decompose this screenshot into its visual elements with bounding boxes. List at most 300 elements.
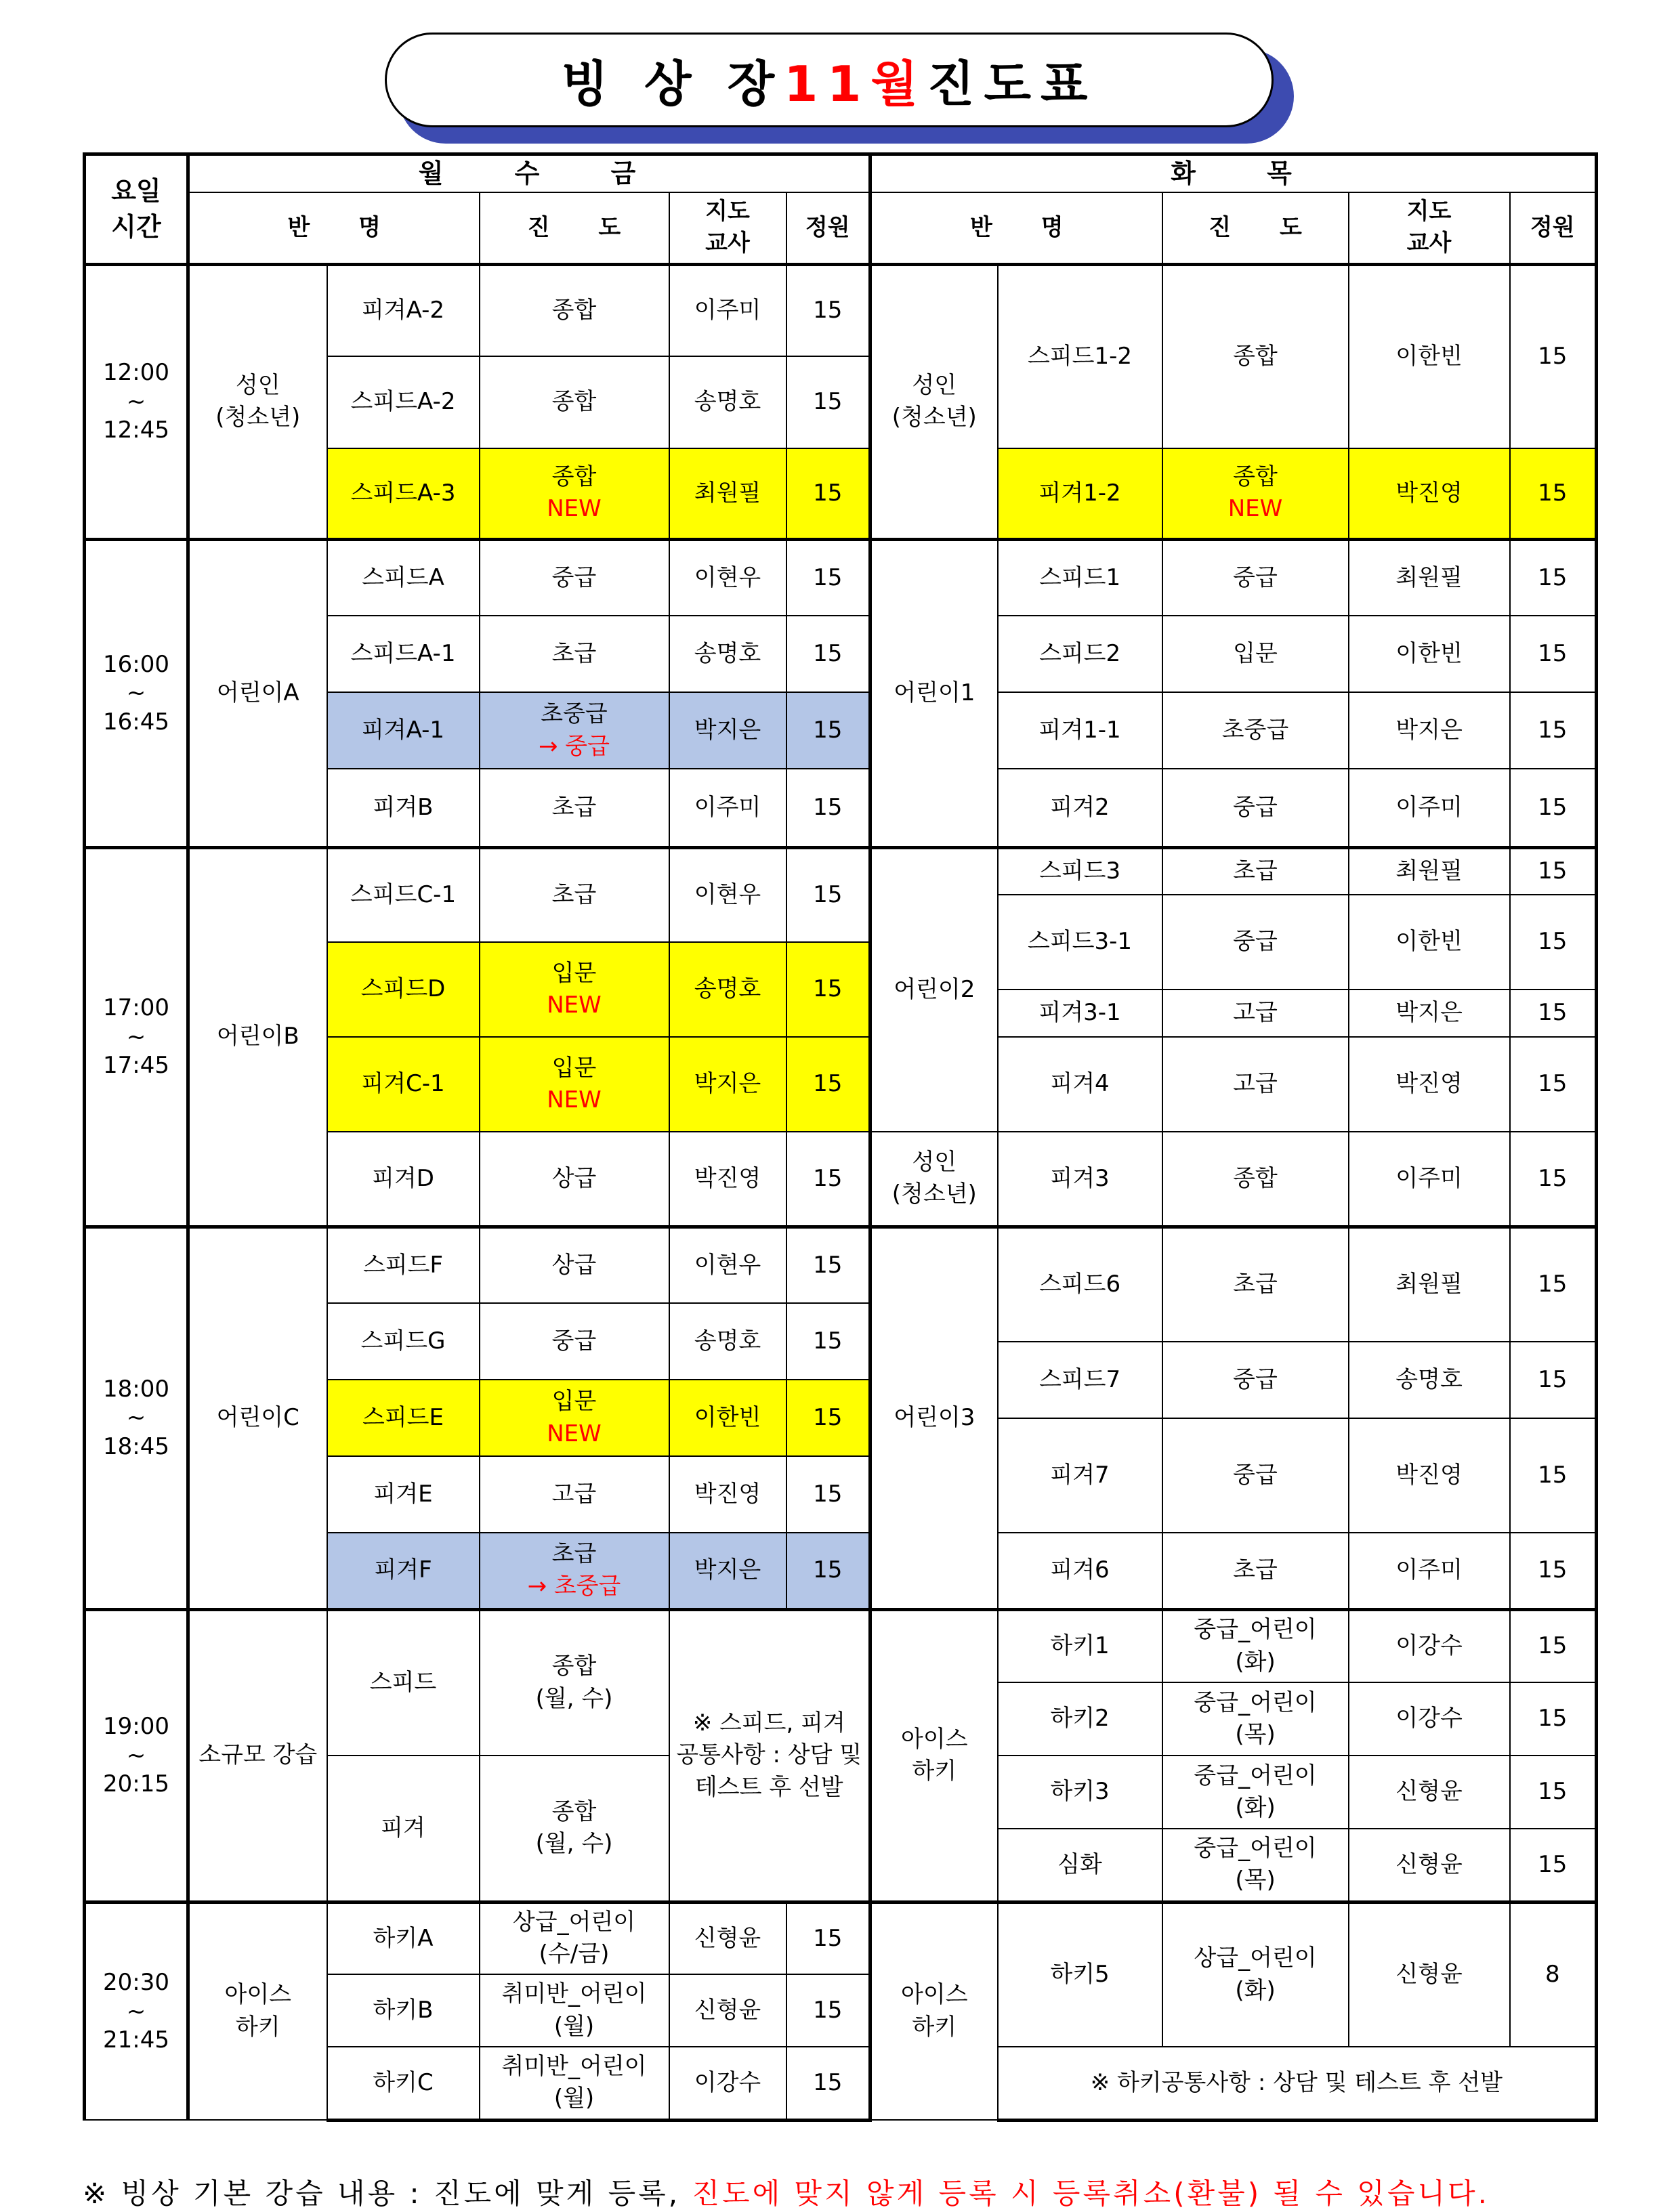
teacher-text: 이강수 — [694, 2068, 761, 2096]
teacher-text: 박진영 — [694, 1480, 761, 1508]
day-time-label: 시간 — [111, 211, 161, 242]
teacher — [669, 1132, 786, 1227]
capacity-text: 15 — [813, 1996, 843, 2024]
capacity-text: 15 — [1538, 1705, 1568, 1732]
class-name — [327, 1609, 480, 1756]
progress — [1162, 769, 1349, 847]
time-text: ~ — [126, 1023, 146, 1050]
capacity — [1510, 1902, 1597, 2047]
teacher — [669, 1456, 786, 1533]
title-month: 11월 — [784, 56, 927, 112]
class-name — [998, 692, 1162, 769]
teacher — [1349, 1533, 1510, 1609]
progress-text: 중급 — [1233, 1461, 1278, 1489]
teacher-text: 이주미 — [694, 297, 761, 324]
time-slot — [85, 1609, 188, 1902]
footer-note — [83, 2171, 1490, 2212]
group-label-right-text: 성인 (청소년) — [891, 371, 977, 431]
progress-text: 중급 — [551, 563, 597, 591]
progress — [480, 769, 669, 847]
capacity-text: 15 — [813, 639, 843, 667]
table-row — [85, 1227, 1597, 1265]
class-name-text: 스피드1 — [1038, 563, 1121, 591]
progress — [480, 1609, 669, 1756]
capacity-text: 15 — [813, 1403, 843, 1431]
progress-text: 입문 — [551, 1388, 597, 1416]
group-label-text: 아이스 하키 — [224, 1981, 292, 2041]
teacher-header-text: 지도 — [1406, 197, 1452, 225]
capacity-header — [1510, 192, 1597, 264]
capacity-header-text: 정원 — [1530, 213, 1575, 241]
time-text: ~ — [126, 679, 146, 707]
class-name-header-text: 반 명 — [287, 213, 381, 241]
capacity-text: 15 — [1538, 1461, 1568, 1489]
time-text: ~ — [126, 1741, 146, 1769]
progress-text: 초급 — [1233, 1271, 1278, 1298]
teacher — [1349, 539, 1510, 616]
capacity — [1510, 539, 1597, 616]
capacity-text: 15 — [813, 563, 843, 591]
time-text: ~ — [126, 1404, 146, 1432]
progress-header-text: 진 도 — [1209, 213, 1302, 241]
class-name — [998, 1609, 1162, 1682]
class-name — [327, 1380, 480, 1456]
progress-text: 고급 — [551, 1480, 597, 1508]
capacity-text: 15 — [813, 2068, 843, 2096]
new-badge: NEW — [1227, 495, 1283, 523]
progress-text: 중급 — [1233, 563, 1278, 591]
teacher-text: 신형윤 — [1395, 1778, 1463, 1806]
progress — [1162, 1902, 1349, 2047]
time-slot — [85, 264, 188, 539]
class-name — [327, 1974, 480, 2047]
capacity-text: 15 — [813, 479, 843, 507]
progress-text: 입문 — [551, 1054, 597, 1082]
class-name-text: 스피드D — [360, 975, 446, 1003]
teacher — [1349, 769, 1510, 847]
progress-text: 종합 — [1233, 343, 1278, 370]
time-text: 18:45 — [103, 1432, 169, 1460]
class-name-header-text: 반 명 — [970, 213, 1064, 241]
teacher — [1349, 1227, 1510, 1342]
time-text: 18:00 — [103, 1375, 169, 1403]
teacher — [669, 1902, 786, 1974]
capacity — [786, 356, 870, 448]
class-name-header — [188, 192, 480, 264]
progress-text: 초급 — [551, 881, 597, 909]
group-label-right — [870, 264, 998, 539]
capacity — [786, 1533, 870, 1609]
class-name — [998, 1756, 1162, 1829]
teacher — [669, 448, 786, 539]
class-name — [998, 1227, 1162, 1342]
progress — [1162, 1609, 1349, 1682]
capacity — [786, 448, 870, 539]
group-label-right-text: 어린이2 — [894, 976, 975, 1004]
teacher — [669, 539, 786, 616]
new-badge: NEW — [547, 495, 602, 523]
progress-change: → 중급 — [539, 732, 610, 760]
class-name-text: 심화 — [1057, 1850, 1102, 1878]
progress — [1162, 692, 1349, 769]
new-badge: NEW — [547, 992, 602, 1019]
progress — [480, 1756, 669, 1902]
capacity — [786, 1380, 870, 1456]
teacher — [669, 769, 786, 847]
progress — [1162, 539, 1349, 616]
capacity-header — [786, 192, 870, 264]
progress — [1162, 1533, 1349, 1609]
capacity — [1510, 1829, 1597, 1902]
progress — [480, 616, 669, 692]
capacity-text: 15 — [1538, 639, 1568, 667]
progress-text: 취미반_어린이 (월) — [501, 2052, 647, 2112]
teacher-text: 송명호 — [694, 639, 761, 667]
time-text: 21:45 — [103, 2026, 169, 2054]
teacher-header-text: 지도 — [705, 197, 750, 225]
class-name — [327, 616, 480, 692]
teacher-header-text: 교사 — [1406, 230, 1452, 257]
table-row — [85, 264, 1597, 356]
class-name-text: 스피드G — [360, 1327, 446, 1355]
class-name-text: 하키1 — [1050, 1632, 1110, 1660]
progress — [1162, 847, 1349, 895]
class-name — [998, 1132, 1162, 1227]
capacity-text: 15 — [813, 716, 843, 744]
class-name-text: 스피드6 — [1038, 1271, 1121, 1298]
teacher — [1349, 616, 1510, 692]
group-label-right — [870, 1132, 998, 1227]
class-name — [998, 1037, 1162, 1132]
class-name — [327, 769, 480, 847]
group-label-right-text: 아이스 하키 — [901, 1981, 968, 2041]
capacity-text: 15 — [813, 1556, 843, 1584]
time-text: 20:30 — [103, 1969, 169, 1997]
time-text: 19:00 — [103, 1713, 169, 1741]
teacher-text: 최원필 — [1395, 563, 1463, 591]
group-label-text: 어린이C — [216, 1403, 299, 1431]
new-badge: NEW — [547, 1420, 602, 1447]
table-row — [85, 847, 1597, 895]
capacity — [786, 1227, 870, 1303]
teacher-text: 신형윤 — [1395, 1850, 1463, 1878]
teacher-text: 이주미 — [694, 793, 761, 821]
capacity-text: 15 — [813, 793, 843, 821]
progress-text: 초급 — [1233, 857, 1278, 885]
capacity-text: 15 — [813, 1327, 843, 1355]
progress-text: 초급 — [551, 639, 597, 667]
teacher-text: 이주미 — [1395, 1164, 1463, 1192]
capacity-text: 15 — [1538, 1778, 1568, 1806]
progress — [480, 1456, 669, 1533]
table-row — [85, 1609, 1597, 1682]
capacity-text: 15 — [1538, 1632, 1568, 1660]
capacity-text: 15 — [1538, 1164, 1568, 1192]
group-label-text: 어린이B — [216, 1023, 299, 1050]
class-name-text: 피겨 — [381, 1814, 425, 1842]
time-slot — [85, 1227, 188, 1609]
class-name — [327, 942, 480, 1037]
tue-thu-header — [870, 154, 1597, 193]
capacity-text: 15 — [1538, 343, 1568, 370]
progress — [1162, 448, 1349, 539]
class-name — [327, 1037, 480, 1132]
capacity — [786, 942, 870, 1037]
capacity — [1510, 1132, 1597, 1227]
teacher — [1349, 1132, 1510, 1227]
group-label-text: 성인 (청소년) — [215, 371, 301, 431]
teacher-text: 박지은 — [694, 1556, 761, 1584]
teacher — [669, 356, 786, 448]
progress-text: 중급 — [551, 1327, 597, 1355]
table-row — [85, 154, 1597, 193]
progress — [480, 1974, 669, 2047]
capacity — [786, 1974, 870, 2047]
capacity-text: 15 — [813, 1251, 843, 1279]
teacher-text: 신형윤 — [1395, 1961, 1463, 1988]
common-note-text: ※ 스피드, 피겨 공통사항 : 상담 및 테스트 후 선발 — [676, 1709, 862, 1801]
progress — [480, 1227, 669, 1303]
class-name-text: 하키A — [373, 1924, 434, 1952]
teacher-text: 박진영 — [1395, 479, 1463, 507]
class-name-text: 스피드A-1 — [350, 639, 456, 667]
teacher-text: 최원필 — [1395, 857, 1463, 885]
class-name-text: 스피드F — [362, 1251, 444, 1279]
capacity-text: 15 — [1538, 563, 1568, 591]
progress-text: 취미반_어린이 (월) — [501, 1980, 647, 2040]
capacity — [1510, 1227, 1597, 1342]
table-row — [85, 1902, 1597, 1974]
teacher-text: 이주미 — [1395, 793, 1463, 821]
capacity-text: 15 — [1538, 1556, 1568, 1584]
progress-text: 고급 — [1233, 1070, 1278, 1098]
capacity-text: 15 — [1538, 857, 1568, 885]
common-note — [669, 1609, 870, 1902]
hockey-common-note-text: ※ 하키공통사항 : 상담 및 테스트 후 선발 — [1090, 2068, 1503, 2096]
class-name — [998, 769, 1162, 847]
group-label-right-text: 성인 (청소년) — [891, 1148, 977, 1208]
capacity-text: 15 — [1538, 793, 1568, 821]
group-label — [188, 1609, 327, 1902]
teacher-text: 최원필 — [1395, 1271, 1463, 1298]
class-name — [327, 1132, 480, 1227]
group-label-right — [870, 1609, 998, 1902]
class-name-text: 스피드E — [362, 1403, 444, 1431]
progress-text: 상급_어린이 (수/금) — [512, 1908, 636, 1968]
group-label-right — [870, 539, 998, 847]
title-prefix: 빙 상 장 — [561, 56, 784, 112]
teacher — [669, 1303, 786, 1380]
time-text: ~ — [126, 1997, 146, 2025]
class-name — [998, 990, 1162, 1037]
capacity-text: 15 — [813, 1164, 843, 1192]
teacher-text: 이강수 — [1395, 1705, 1463, 1732]
class-name-text: 스피드3 — [1038, 857, 1121, 885]
class-name-text: 스피드1-2 — [1027, 343, 1133, 370]
table-row — [85, 539, 1597, 616]
teacher — [1349, 1418, 1510, 1533]
progress — [1162, 1418, 1349, 1533]
capacity-text: 15 — [1538, 1070, 1568, 1098]
progress — [480, 1902, 669, 1974]
teacher — [1349, 1829, 1510, 1902]
teacher-text: 박지은 — [1395, 999, 1463, 1027]
teacher-text: 박진영 — [694, 1164, 761, 1192]
progress-text: 상급 — [551, 1164, 597, 1192]
class-name-text: 피겨C-1 — [361, 1070, 445, 1098]
class-name-text: 스피드A-3 — [350, 479, 456, 507]
teacher — [1349, 1902, 1510, 2047]
teacher-text: 박지은 — [694, 1070, 761, 1098]
group-label — [188, 264, 327, 539]
capacity-text: 15 — [1538, 1365, 1568, 1393]
progress — [1162, 1132, 1349, 1227]
teacher-header — [1349, 192, 1510, 264]
capacity-text: 8 — [1545, 1961, 1560, 1988]
teacher-text: 이주미 — [1395, 1556, 1463, 1584]
teacher-text: 박지은 — [1395, 716, 1463, 744]
capacity-header-text: 정원 — [805, 213, 850, 241]
capacity — [1510, 1682, 1597, 1756]
capacity — [1510, 448, 1597, 539]
footer-note-red: 진도에 맞지 않게 등록 시 등록취소(환불) 될 수 있습니다. — [692, 2177, 1490, 2210]
teacher-text: 박진영 — [1395, 1070, 1463, 1098]
teacher — [1349, 1037, 1510, 1132]
class-name-text: 피겨4 — [1050, 1070, 1110, 1098]
class-name — [998, 847, 1162, 895]
group-label-text: 어린이A — [216, 679, 299, 706]
class-name-text: 피겨D — [372, 1164, 434, 1192]
teacher — [1349, 847, 1510, 895]
teacher-text: 신형윤 — [694, 1996, 761, 2024]
progress — [480, 448, 669, 539]
class-name — [998, 448, 1162, 539]
capacity — [786, 1303, 870, 1380]
group-label — [188, 847, 327, 1227]
mon-wed-header — [188, 154, 870, 193]
class-name-text: 스피드A-2 — [350, 388, 456, 416]
progress-text: 상급 — [551, 1251, 597, 1279]
group-label — [188, 1227, 327, 1609]
group-label-right-text: 어린이3 — [894, 1403, 975, 1431]
progress-text: 종합 — [551, 297, 597, 324]
progress-text: 상급_어린이 (화) — [1194, 1944, 1317, 2004]
group-label — [188, 539, 327, 847]
teacher-text: 송명호 — [1395, 1365, 1463, 1393]
capacity-text: 15 — [1538, 1271, 1568, 1298]
class-name — [327, 264, 480, 356]
time-text: 16:00 — [103, 650, 169, 678]
time-slot — [85, 1902, 188, 2120]
capacity-text: 15 — [813, 881, 843, 909]
class-name — [998, 895, 1162, 990]
group-label-right-text: 어린이1 — [894, 679, 975, 706]
new-badge: NEW — [547, 1086, 602, 1114]
class-name — [998, 539, 1162, 616]
progress — [1162, 990, 1349, 1037]
teacher — [1349, 264, 1510, 448]
group-label-right-text: 아이스 하키 — [901, 1725, 968, 1785]
class-name — [998, 264, 1162, 448]
progress — [1162, 895, 1349, 990]
class-name-text: 하키2 — [1050, 1705, 1110, 1732]
progress — [480, 847, 669, 942]
class-name-text: 하키C — [373, 2068, 434, 2096]
teacher — [1349, 448, 1510, 539]
progress-text: 초급 — [551, 793, 597, 821]
progress — [1162, 1756, 1349, 1829]
teacher — [1349, 1342, 1510, 1418]
capacity-text: 15 — [1538, 479, 1568, 507]
time-slot — [85, 847, 188, 1227]
progress-text: 중급_어린이 (화) — [1194, 1616, 1317, 1676]
capacity-text: 15 — [813, 297, 843, 324]
capacity-text: 15 — [1538, 1850, 1568, 1878]
class-name — [327, 1533, 480, 1609]
progress-header — [1162, 192, 1349, 264]
capacity-text: 15 — [1538, 716, 1568, 744]
teacher-header-text: 교사 — [705, 230, 750, 257]
teacher — [1349, 692, 1510, 769]
teacher-text: 송명호 — [694, 975, 761, 1003]
day-time-label: 요일 — [111, 175, 161, 206]
progress-text: 입문 — [1233, 639, 1278, 667]
capacity — [1510, 1533, 1597, 1609]
capacity — [786, 264, 870, 356]
progress-text: 초중급 — [541, 700, 608, 728]
class-name-text: 피겨A-1 — [361, 716, 445, 744]
class-name — [327, 1303, 480, 1380]
progress — [480, 2047, 669, 2120]
class-name — [998, 1418, 1162, 1533]
capacity — [786, 616, 870, 692]
progress — [1162, 616, 1349, 692]
progress-text: 종합 — [551, 388, 597, 416]
progress — [1162, 1342, 1349, 1418]
teacher — [669, 847, 786, 942]
progress-text: 종합 (월, 수) — [535, 1798, 613, 1858]
progress-header-text: 진 도 — [527, 213, 621, 241]
time-text: 12:00 — [103, 359, 169, 387]
class-name — [998, 1902, 1162, 2047]
class-name — [998, 1342, 1162, 1418]
capacity — [1510, 264, 1597, 448]
capacity-text: 15 — [813, 1480, 843, 1508]
progress-text: 고급 — [1233, 999, 1278, 1027]
class-name — [327, 1756, 480, 1902]
teacher-text: 이한빈 — [694, 1403, 761, 1431]
progress — [1162, 1037, 1349, 1132]
class-name-text: 하키3 — [1050, 1778, 1110, 1806]
teacher — [1349, 895, 1510, 990]
group-label-right — [870, 847, 998, 1132]
teacher-text: 신형윤 — [694, 1924, 761, 1952]
capacity — [1510, 895, 1597, 990]
progress-text: 종합 — [1233, 1164, 1278, 1192]
teacher — [669, 1227, 786, 1303]
teacher — [669, 1974, 786, 2047]
progress-text: 중급 — [1233, 793, 1278, 821]
progress-text: 중급_어린이 (목) — [1194, 1688, 1317, 1749]
progress — [1162, 264, 1349, 448]
progress — [480, 1380, 669, 1456]
progress — [1162, 1829, 1349, 1902]
teacher-text: 송명호 — [694, 1327, 761, 1355]
group-label-right — [870, 1902, 998, 2120]
teacher-header — [669, 192, 786, 264]
time-text: 17:45 — [103, 1052, 169, 1080]
teacher-text: 이현우 — [694, 1251, 761, 1279]
